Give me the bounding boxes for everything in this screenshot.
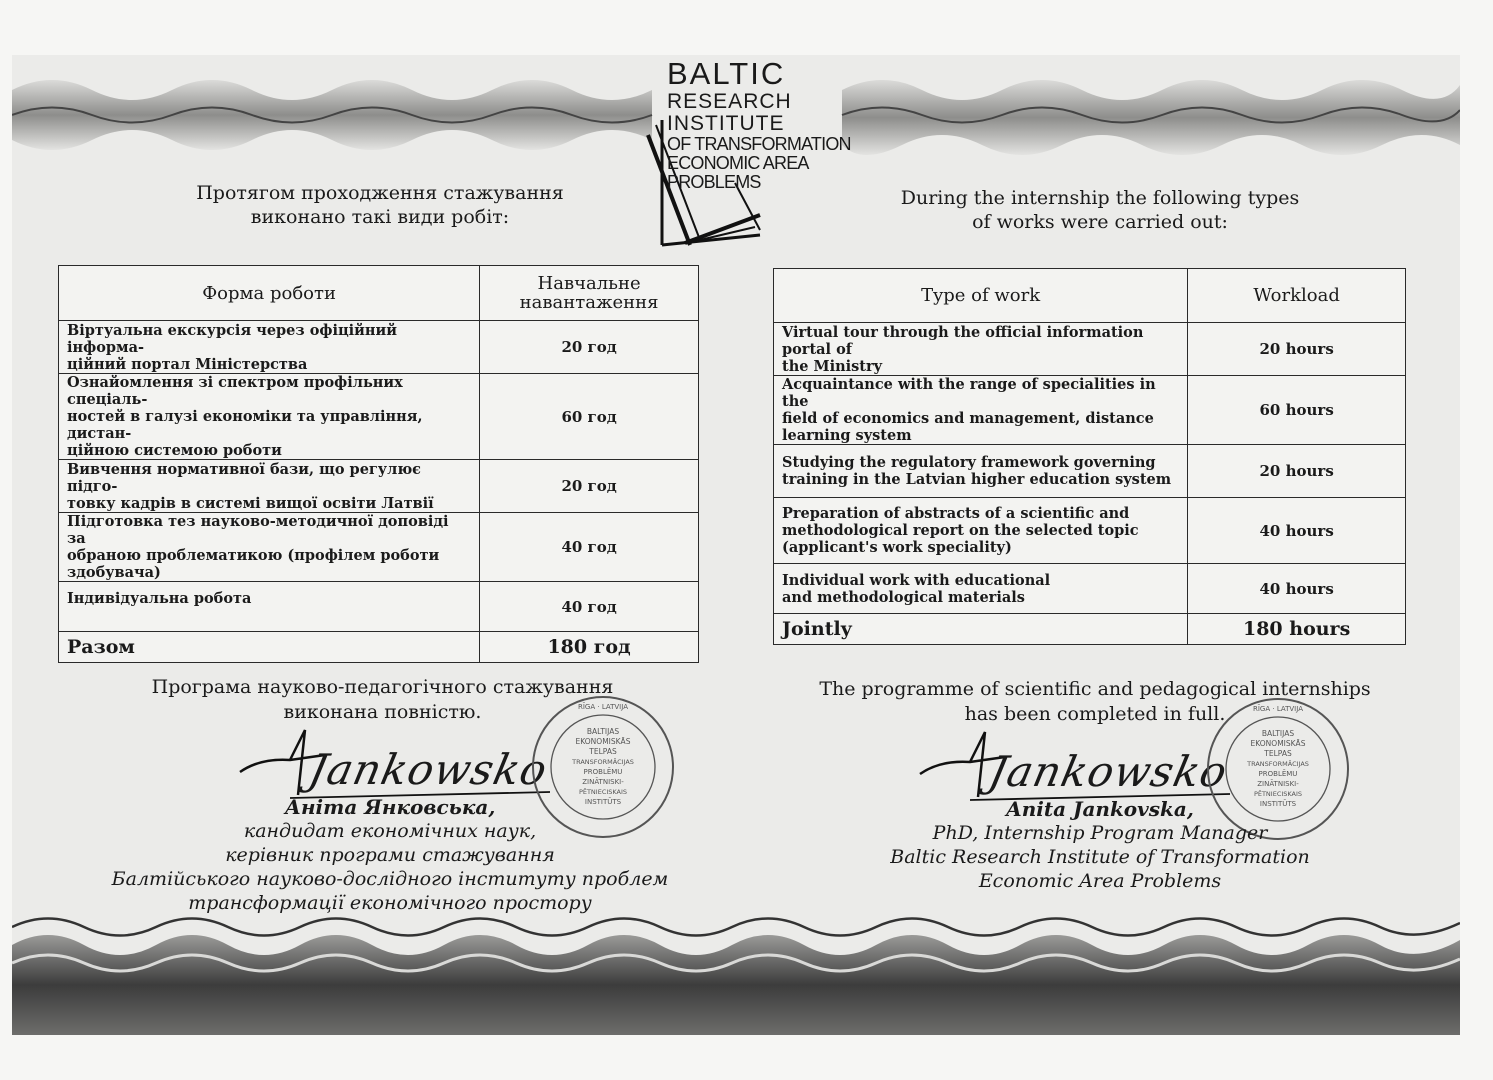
workload-cell: 40 год bbox=[480, 513, 699, 582]
total-hours: 180 год bbox=[480, 632, 699, 663]
column-header-type: Type of work bbox=[774, 269, 1188, 323]
work-type-cell: Individual work with educational and methodological materials bbox=[774, 564, 1188, 614]
logo-line-2: RESEARCH bbox=[667, 90, 792, 113]
work-type-cell: Вивчення нормативної бази, що регулює підго- товку кадрів в системі вищої освіти Латвії bbox=[59, 460, 480, 513]
total-label: Разом bbox=[59, 632, 480, 663]
svg-text:BALTIJAS: BALTIJAS bbox=[1261, 729, 1295, 738]
logo-line-1: BALTIC bbox=[667, 56, 786, 91]
svg-text:PĒTNIECISKAIS: PĒTNIECISKAIS bbox=[578, 788, 628, 796]
table-row bbox=[774, 376, 1406, 445]
signer-block-ua bbox=[70, 795, 710, 915]
table-header-row bbox=[59, 266, 699, 321]
signature-ua-script: Jankowsko bbox=[304, 745, 553, 794]
workload-cell: 40 hours bbox=[1188, 564, 1406, 614]
table-row bbox=[59, 513, 699, 582]
svg-text:EKONOMISKĀS: EKONOMISKĀS bbox=[575, 737, 631, 746]
work-type-cell: Virtual tour through the official information portal of the Ministry bbox=[774, 323, 1188, 376]
works-table-ua bbox=[58, 265, 699, 663]
total-row bbox=[774, 614, 1406, 645]
column-header-workload-line-1: Навчальне bbox=[537, 273, 641, 294]
workload-cell: 20 год bbox=[480, 321, 699, 374]
signer-title-en-1: PhD, Internship Program Manager bbox=[932, 822, 1268, 844]
heading-ua-line-1: Протягом проходження стажування bbox=[196, 182, 564, 204]
column-header-workload-line-2: навантаження bbox=[519, 292, 659, 313]
signer-title-ua-4: трансформації економічного простору bbox=[188, 892, 592, 914]
table-row bbox=[59, 582, 699, 632]
heading-en bbox=[880, 186, 1320, 234]
svg-text:ZINĀTNISKI-: ZINĀTNISKI- bbox=[1257, 780, 1299, 788]
svg-text:PROBLĒMU: PROBLĒMU bbox=[1258, 770, 1298, 778]
svg-text:PROBLĒMU: PROBLĒMU bbox=[583, 768, 623, 776]
logo-line-4: OF TRANSFORMATION bbox=[667, 134, 851, 154]
heading-en-line-1: During the internship the following types bbox=[900, 187, 1300, 209]
work-type-cell: Індивідуальна робота bbox=[59, 582, 480, 632]
svg-text:TRANSFORMĀCIJAS: TRANSFORMĀCIJAS bbox=[572, 758, 634, 766]
svg-text:TRANSFORMĀCIJAS: TRANSFORMĀCIJAS bbox=[1247, 760, 1309, 768]
svg-text:ZINĀTNISKI-: ZINĀTNISKI- bbox=[582, 778, 624, 786]
table-row bbox=[774, 498, 1406, 564]
workload-cell: 60 hours bbox=[1188, 376, 1406, 445]
signer-title-en-2: Baltic Research Institute of Transformation bbox=[890, 846, 1310, 868]
closing-ua-line-2: виконана повністю. bbox=[283, 701, 482, 723]
column-header-workload: Workload bbox=[1188, 269, 1406, 323]
table-header-row bbox=[774, 269, 1406, 323]
table-row bbox=[59, 460, 699, 513]
signer-title-en-3: Economic Area Problems bbox=[978, 870, 1222, 892]
heading-ua-line-2: виконано такі види робіт: bbox=[250, 206, 510, 228]
closing-en-line-2: has been completed in full. bbox=[964, 703, 1226, 725]
work-type-cell: Studying the regulatory framework governing training in the Latvian higher education system bbox=[774, 445, 1188, 498]
heading-en-line-2: of works were carried out: bbox=[972, 211, 1228, 233]
svg-text:RĪGA · LATVIJA: RĪGA · LATVIJA bbox=[578, 703, 628, 711]
signer-name-ua: Аніта Янковська, bbox=[284, 795, 496, 819]
total-label: Jointly bbox=[774, 614, 1188, 645]
signer-name-en: Anita Jankovska, bbox=[1006, 797, 1194, 821]
svg-text:INSTITŪTS: INSTITŪTS bbox=[1259, 800, 1297, 808]
signature-en-script: Jankowsko bbox=[984, 747, 1233, 796]
works-table-en bbox=[773, 268, 1406, 645]
work-type-cell: Підготовка тез науково-методичної доповіді за обраною проблематикою (профілем роботи здобувача) bbox=[59, 513, 480, 582]
svg-text:INSTITŪTS: INSTITŪTS bbox=[584, 798, 622, 806]
work-type-cell: Ознайомлення зі спектром профільних спеціаль- ностей в галузі економіки та управління, дистан- ційною системою роботи bbox=[59, 374, 480, 460]
svg-text:TELPAS: TELPAS bbox=[589, 747, 617, 756]
work-type-cell: Віртуальна екскурсія через офіційний інформа- ційний портал Міністерства bbox=[59, 321, 480, 374]
total-row bbox=[59, 632, 699, 663]
table-row bbox=[59, 321, 699, 374]
signer-title-ua-2: керівник програми стажування bbox=[225, 844, 555, 866]
table-row bbox=[774, 564, 1406, 614]
signer-title-ua-3: Балтійського науково-дослідного інституту проблем bbox=[111, 868, 669, 890]
logo-line-3: INSTITUTE bbox=[667, 112, 785, 135]
closing-en-line-1: The programme of scientific and pedagogical internships bbox=[819, 678, 1371, 700]
svg-text:BALTIJAS: BALTIJAS bbox=[586, 727, 620, 736]
signer-title-ua-1: кандидат економічних наук, bbox=[243, 820, 537, 842]
column-header-type: Форма роботи bbox=[59, 266, 480, 321]
table-row bbox=[59, 374, 699, 460]
total-hours: 180 hours bbox=[1188, 614, 1406, 645]
institute-logo-text bbox=[667, 58, 851, 191]
workload-cell: 20 hours bbox=[1188, 445, 1406, 498]
heading-ua bbox=[180, 181, 580, 229]
svg-text:PĒTNIECISKAIS: PĒTNIECISKAIS bbox=[1253, 790, 1303, 798]
logo-line-6: PROBLEMS bbox=[667, 172, 761, 192]
workload-cell: 40 год bbox=[480, 582, 699, 632]
workload-cell: 40 hours bbox=[1188, 498, 1406, 564]
workload-cell: 20 hours bbox=[1188, 323, 1406, 376]
work-type-cell: Acquaintance with the range of specialities in the field of economics and management, distance learning system bbox=[774, 376, 1188, 445]
table-row bbox=[774, 445, 1406, 498]
svg-text:EKONOMISKĀS: EKONOMISKĀS bbox=[1250, 739, 1306, 748]
table-row bbox=[774, 323, 1406, 376]
svg-text:TELPAS: TELPAS bbox=[1264, 749, 1292, 758]
closing-ua-line-1: Програма науково-педагогічного стажування bbox=[151, 676, 614, 698]
column-header-workload bbox=[480, 266, 699, 321]
workload-cell: 60 год bbox=[480, 374, 699, 460]
logo-line-5: ECONOMIC AREA bbox=[667, 153, 809, 173]
workload-cell: 20 год bbox=[480, 460, 699, 513]
bottom-wave-border bbox=[12, 905, 1460, 1035]
svg-text:RĪGA · LATVIJA: RĪGA · LATVIJA bbox=[1253, 705, 1303, 713]
signer-block-en bbox=[840, 797, 1360, 893]
work-type-cell: Preparation of abstracts of a scientific and methodological report on the selected topic (applicant's work speciality) bbox=[774, 498, 1188, 564]
